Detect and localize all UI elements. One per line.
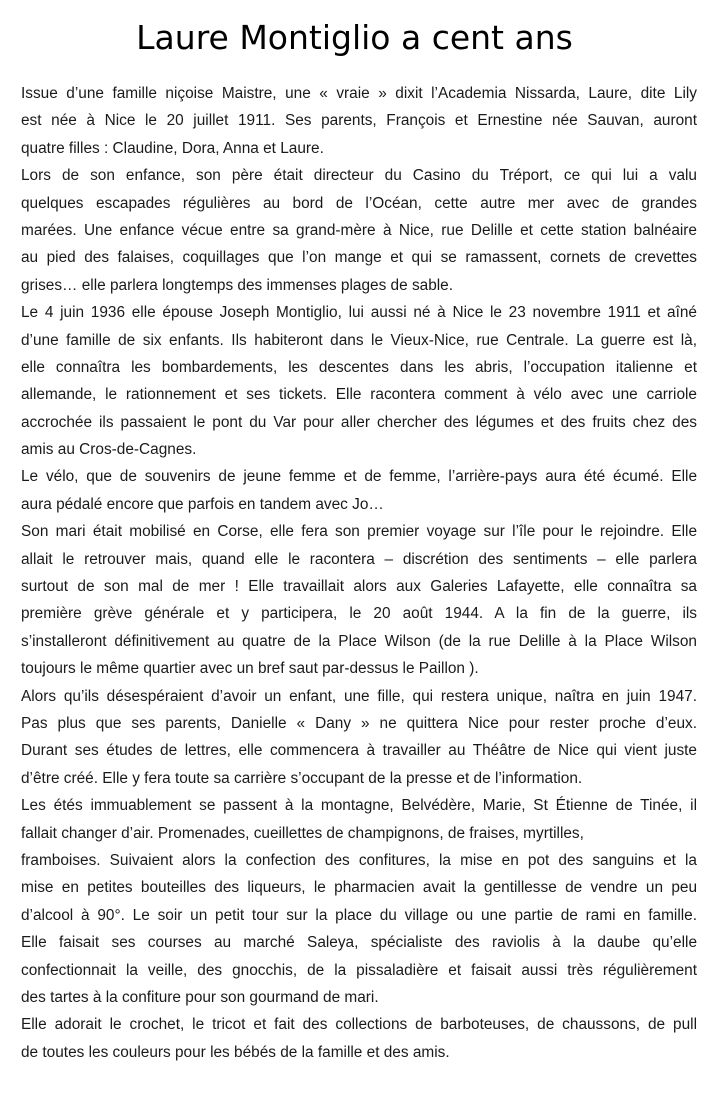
text-line: Les étés immuablement se passent à la montagne, Belvédère, Marie, St Étienne de Tinée, il (21, 797, 697, 815)
text-line: amis au Cros-de-Cagnes. (21, 441, 197, 459)
text-line: au pied des falaises, coquillages que l’on mange et qui se ramassent, cornets de crevettes (21, 249, 697, 267)
text-line: aura pédalé encore que parfois en tandem avec Jo… (21, 495, 384, 513)
text-line: Le 4 juin 1936 elle épouse Joseph Montiglio, lui aussi né à Nice le 23 novembre 1911 et aîné (21, 304, 697, 322)
text-line: est née à Nice le 20 juillet 1911. Ses parents, François et Ernestine née Sauvan, auront (21, 112, 697, 130)
text-line: quelques escapades régulières au bord de l’Océan, cette autre mer avec de grandes (21, 194, 697, 212)
text-line: Alors qu’ils désespéraient d’avoir un enfant, une fille, qui restera unique, naîtra en juin 1947. (21, 687, 697, 705)
text-line: elle connaîtra les bombardements, les descentes dans les abris, l’occupation italienne et (21, 358, 697, 376)
text-line: fallait changer d’air. Promenades, cueillettes de champignons, de fraises, myrtilles, (21, 824, 584, 842)
text-line: confectionnait la veille, des gnocchis, de la pissaladière et faisait aussi très régulièrement (21, 961, 697, 979)
text-line: surtout de son mal de mer ! Elle travaillait alors aux Galeries Lafayette, elle connaîtra sa (21, 578, 697, 596)
text-line: framboises. Suivaient alors la confection des confitures, la mise en pot des sanguins et la (21, 851, 697, 869)
text-line: grises… elle parlera longtemps des immenses plages de sable. (21, 276, 454, 294)
text-line: toujours le même quartier avec un bref saut par-dessus le Paillon ). (21, 660, 479, 678)
text-line: d’alcool à 90°. Le soir un petit tour sur la place du village ou une partie de rami en famille. (21, 906, 697, 924)
text-line: Le vélo, que de souvenirs de jeune femme et de femme, l’arrière-pays aura été écumé. Elle (21, 468, 697, 486)
text-line: Pas plus que ses parents, Danielle « Dany » ne quittera Nice pour rester proche d’eux. (21, 714, 697, 732)
text-line: mise en petites bouteilles des liqueurs, le pharmacien avait la gentillesse de vendre un peu (21, 879, 697, 897)
text-line: de toutes les couleurs pour les bébés de la famille et des amis. (21, 1043, 450, 1061)
text-line: Lors de son enfance, son père était directeur du Casino du Tréport, ce qui lui a valu (21, 167, 697, 185)
text-line: d’être créé. Elle y fera toute sa carrière s’occupant de la presse et de l’information. (21, 769, 583, 787)
text-line: allait le retrouver mais, quand elle le racontera – discrétion des sentiments – elle parlera (21, 550, 697, 568)
page-title: Laure Montiglio a cent ans (136, 18, 573, 57)
text-line: s’installeront définitivement au quatre de la Place Wilson (de la rue Delille à la Place Wilson (21, 632, 697, 650)
text-line: allemande, le rationnement et ses tickets. Elle racontera comment à vélo avec une carriole (21, 386, 697, 404)
text-line: Durant ses études de lettres, elle commencera à travailler au Théâtre de Nice qui vient juste (21, 742, 697, 760)
text-line: Elle adorait le crochet, le tricot et fait des collections de barboteuses, de chaussons, de pull (21, 1016, 697, 1034)
text-line: d’une famille de six enfants. Ils habiteront dans le Vieux-Nice, rue Centrale. La guerre est là, (21, 331, 697, 349)
text-line: quatre filles : Claudine, Dora, Anna et Laure. (21, 139, 324, 157)
text-line: Issue d’une famille niçoise Maistre, une « vraie » dixit l’Academia Nissarda, Laure, dite Lily (21, 85, 697, 102)
text-line: des tartes à la confiture pour son gourmand de mari. (21, 988, 379, 1006)
text-line: marées. Une enfance vécue entre sa grand-mère à Nice, rue Delille et cette station balnéaire (21, 221, 697, 239)
text-line: première grève générale et y participera, le 20 août 1944. A la fin de la guerre, ils (21, 605, 697, 623)
text-line: Son mari était mobilisé en Corse, elle fera son premier voyage sur l’île pour le rejoindre. Elle (21, 523, 697, 541)
article-body (21, 80, 697, 1066)
text-line: accrochée ils passaient le pont du Var pour aller chercher des légumes et des fruits chez des (21, 413, 697, 431)
text-line: Elle faisait ses courses au marché Saleya, spécialiste des raviolis à la daube qu’elle (21, 934, 697, 952)
